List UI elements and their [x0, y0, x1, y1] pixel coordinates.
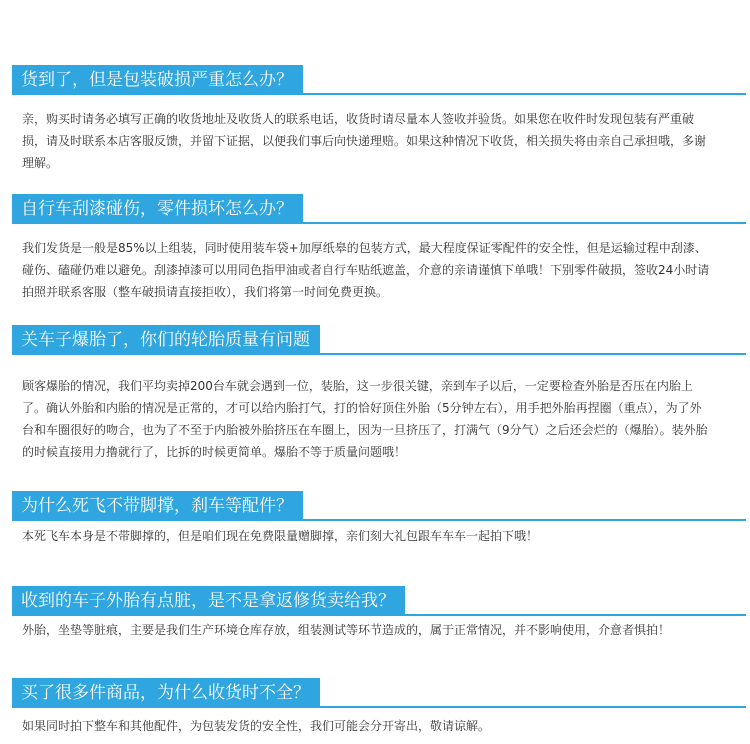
- section-header: [0, 65, 750, 95]
- faq-section-partial-delivery: [0, 678, 750, 737]
- section-header: [0, 586, 750, 616]
- section-header: [0, 194, 750, 224]
- section-text: 亲，购买时请务必填写正确的收货地址及收货人的联系电话，收货时请尽量本人签收并验货。如果您在收件时发现包装有严重破损，请及时联系本店客服反馈，并留下证据，以便我们事后向快递理赔。如果这种情况下收货，相关损失将由亲自己承担哦，多谢理解。: [22, 112, 707, 170]
- section-text: 我们发货是一般是85%以上组装，同时使用装车袋+加厚纸皋的包装方式，最大程度保证零配件的安全性，但是运输过程中刮漆、碰伤、磕碰仍难以避免。刮漆掉漆可以用同色指甲油或者自行车贴纸遮盖，介意的亲请谨慎下单哦！下别零件破损，签收24小时请拍照并联系客服（整车破损请直接拒收），我们将第一时间免费更换。: [22, 241, 710, 299]
- section-text: 如果同时拍下整车和其他配件，为包装发货的安全性，我们可能会分开寄出，敬请谅解。: [22, 719, 491, 733]
- section-text: 本死飞车本身是不带脚撑的，但是咱们现在免费限量赠脚撑，亲们刻大礼包跟车车车一起拍下哦！: [22, 529, 539, 543]
- section-title: 自行车刮漆碰伤，零件损坏怎么办？: [12, 194, 303, 224]
- faq-section-dirty-tire: [0, 586, 750, 641]
- section-header: [0, 325, 750, 355]
- section-text: 外胎，坐垫等脏痕，主要是我们生产环境仓库存放，组装测试等环节造成的，属于正常情况，并不影响使用，介意者惧拍！: [22, 623, 671, 637]
- faq-section-tire-burst: [0, 325, 750, 463]
- section-title: 收到的车子外胎有点脏，是不是拿返修货卖给我？: [12, 586, 405, 616]
- section-text: 顾客爆胎的情况，我们平均卖掉200台车就会遇到一位，装胎，这一步很关键，亲到车子以后，一定要检查外胎是否压在内胎上了。确认外胎和内胎的情况是正常的，才可以给内胎打气，打的恰好顶住外胎（5分钟左右），用手把外胎再捏圈（重点），为了外台和车圈很好的吻合，也为了不至于内胎被外胎挤压在车圈上，因为一旦挤压了，打满气（9分气）之后还会烂的（爆胎）。装外胎的时候直接用力撸就行了，比拆的时候更简单。爆胎不等于质量问题哦！: [22, 379, 708, 459]
- section-title: 为什么死飞不带脚撑，刹车等配件？: [12, 491, 303, 521]
- faq-section-packaging: [0, 65, 750, 174]
- faq-section-scratches: [0, 194, 750, 303]
- section-title: 买了很多件商品，为什么收货时不全？: [12, 678, 320, 708]
- section-header: [0, 678, 750, 708]
- section-title: 关车子爆胎了，你们的轮胎质量有问题: [12, 325, 320, 355]
- section-title: 货到了，但是包装破损严重怎么办？: [12, 65, 303, 95]
- faq-section-accessories: [0, 491, 750, 547]
- section-header: [0, 491, 750, 521]
